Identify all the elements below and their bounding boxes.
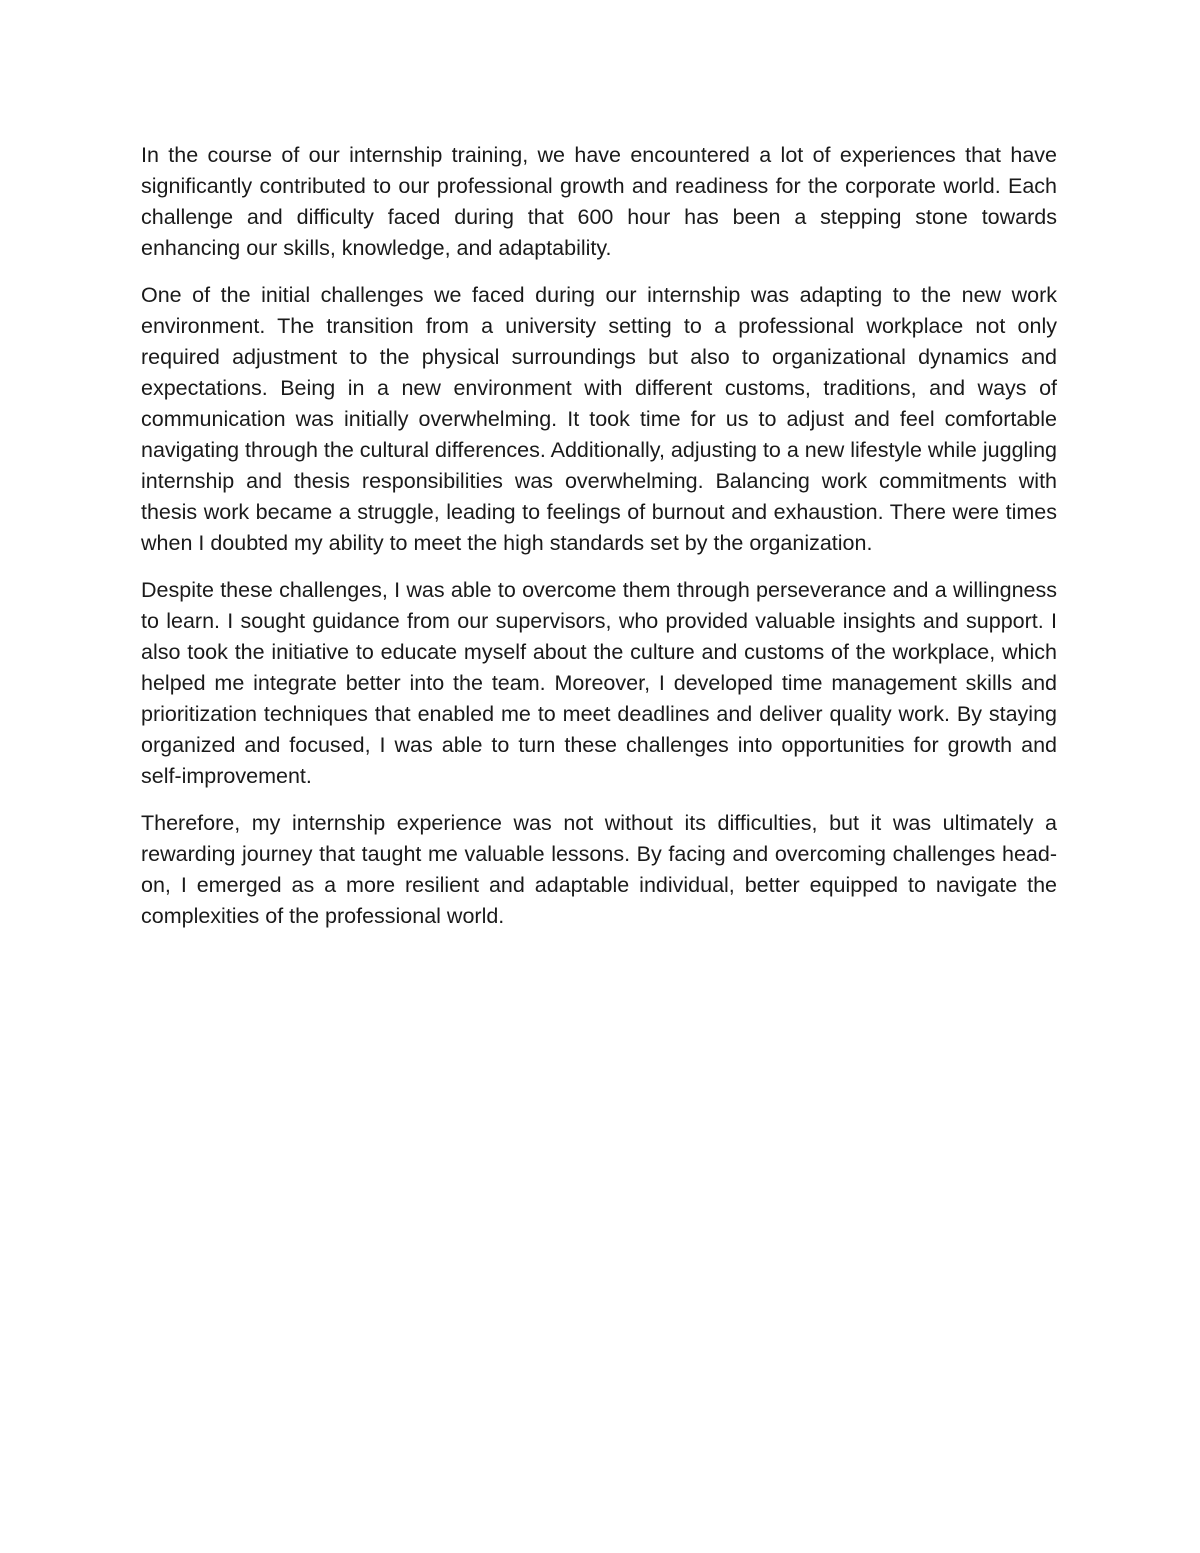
document-body [141, 140, 1057, 948]
paragraph-intro: In the course of our internship training, we have encountered a lot of experiences that have significantly contributed to our professional growth and readiness for the corporate world. Each challenge and difficulty faced during that 600 hour has been a stepping stone towards enhancing our skills, knowledge, and adaptability. [141, 143, 1057, 260]
paragraph-overcoming: Despite these challenges, I was able to overcome them through perseverance and a willingness to learn. I sought guidance from our supervisors, who provided valuable insights and support. I also took the initiative to educate myself about the culture and customs of the workplace, which helped me integrate better into the team. Moreover, I developed time management skills and prioritization techniques that enabled me to meet deadlines and deliver quality work. By staying organized and focused, I was able to turn these challenges into opportunities for growth and self-improvement. [141, 578, 1057, 788]
paragraph-conclusion: Therefore, my internship experience was not without its difficulties, but it was ultimately a rewarding journey that taught me valuable lessons. By facing and overcoming challenges head-on, I emerged as a more resilient and adaptable individual, better equipped to navigate the complexities of the professional world. [141, 811, 1057, 928]
paragraph-challenges: One of the initial challenges we faced during our internship was adapting to the new work environment. The transition from a university setting to a professional workplace not only required adjustment to the physical surroundings but also to organizational dynamics and expectations. Being in a new environment with different customs, traditions, and ways of communication was initially overwhelming. It took time for us to adjust and feel comfortable navigating through the cultural differences. Additionally, adjusting to a new lifestyle while juggling internship and thesis responsibilities was overwhelming. Balancing work commitments with thesis work became a struggle, leading to feelings of burnout and exhaustion. There were times when I doubted my ability to meet the high standards set by the organization. [141, 283, 1057, 555]
